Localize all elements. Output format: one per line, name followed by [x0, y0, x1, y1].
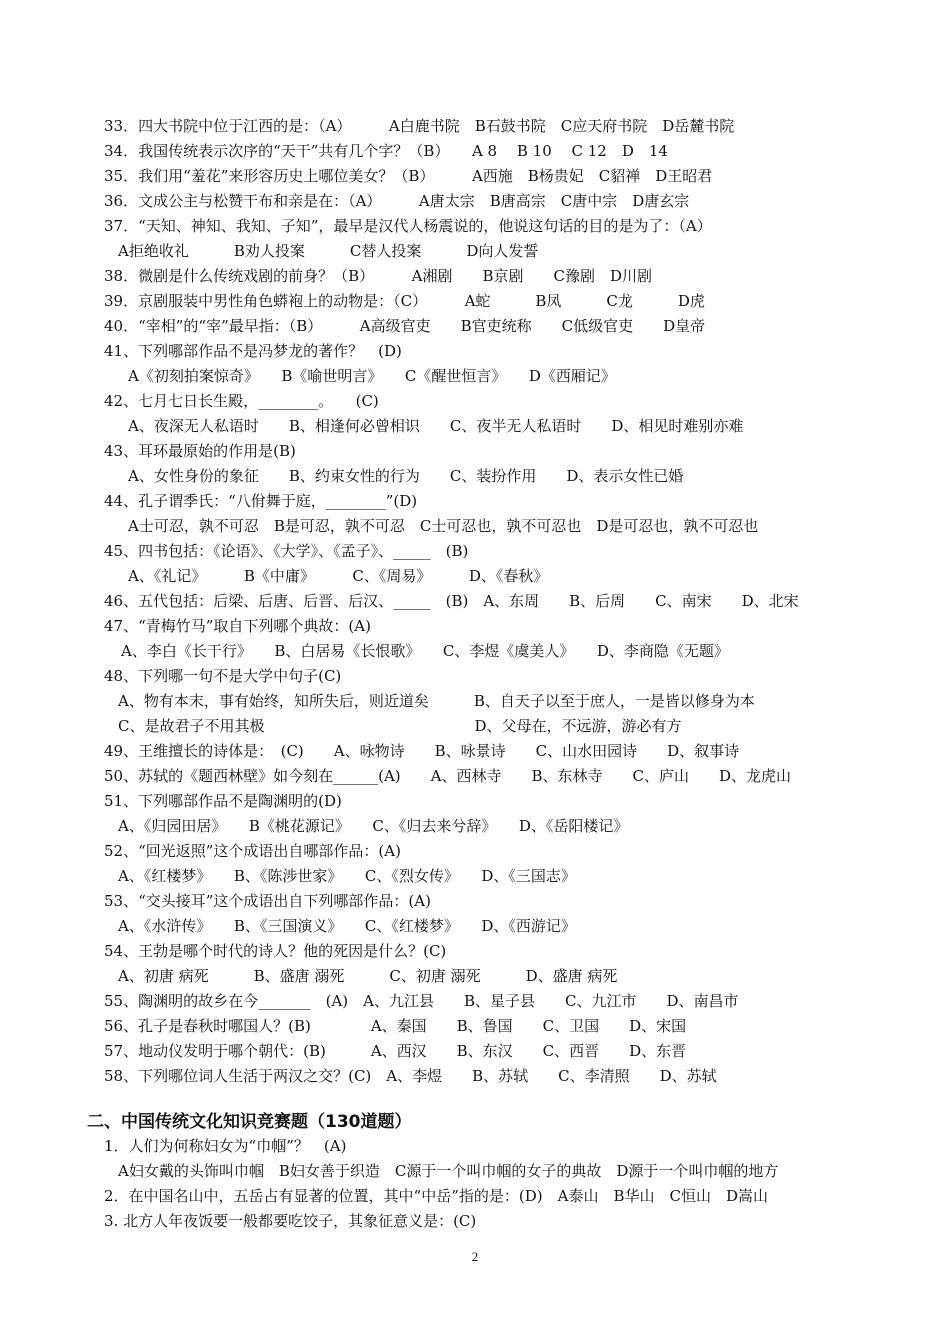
question-line: 45、四书包括：《论语》、《大学》、《孟子》、_____ (B)	[104, 542, 469, 560]
question-line: 38．微剧是什么传统戏剧的前身？（B） A湘剧 B京剧 C豫剧 D川剧	[104, 267, 652, 285]
question-line: A妇女戴的头饰叫巾帼 B妇女善于织造 C源于一个叫巾帼的女子的典故 D源于一个叫巾帼的地方	[118, 1162, 779, 1180]
question-line: 49、王维擅长的诗体是： (C) A、咏物诗 B、咏景诗 C、山水田园诗 D、叙事诗	[104, 742, 740, 760]
question-line: A、女性身份的象征 B、约束女性的行为 C、装扮作用 D、表示女性已婚	[128, 467, 684, 485]
question-line: 35．我们用“羞花”来形容历史上哪位美女？（B） A西施 B杨贵妃 C貂禅 D王昭君	[104, 167, 713, 185]
question-line: 2．在中国名山中，五岳占有显著的位置，其中“中岳”指的是：(D) A泰山 B华山 C恒山 D嵩山	[104, 1187, 768, 1205]
question-line: 55、陶渊明的故乡在今_______ (A) A、九江县 B、星子县 C、九江市 D、南昌市	[104, 992, 739, 1010]
question-line: A、李白《长干行》 B、白居易《长恨歌》 C、李煜《虞美人》 D、李商隐《无题》	[121, 642, 729, 660]
question-line: 48、下列哪一句不是大学中句子(C)	[104, 667, 342, 685]
question-line: 36．文成公主与松赞干布和亲是在：（A） A唐太宗 B唐高宗 C唐中宗 D唐玄宗	[104, 192, 690, 210]
question-line: A、物有本末，事有始终，知所失后，则近道矣 B、自天子以至于庶人，一是皆以修身为本	[118, 692, 755, 710]
question-line: A、初唐 病死 B、盛唐 溺死 C、初唐 溺死 D、盛唐 病死	[118, 967, 618, 985]
question-line: 3. 北方人年夜饭要一般都要吃饺子，其象征意义是：(C)	[104, 1212, 477, 1230]
question-line: A士可忍，孰不可忍 B是可忍，孰不可忍 C士可忍也，孰不可忍也 D是可忍也，孰不可忍也	[128, 517, 759, 535]
question-line: 43、耳环最原始的作用是(B)	[104, 442, 296, 460]
question-line: 39．京剧服装中男性角色蟒袍上的动物是：（C） A蛇 B凤 C龙 D虎	[104, 292, 705, 310]
question-line: 41、下列哪部作品不是冯梦龙的著作？ (D)	[104, 342, 402, 360]
question-line: 34．我国传统表示次序的“天干”共有几个字？（B） A 8 B 10 C 12 D 14	[104, 142, 668, 160]
question-line: 42、七月七日长生殿，________。 (C)	[104, 392, 379, 410]
question-line: 37．“天知、神知、我知、子知”，最早是汉代人杨震说的，他说这句话的目的是为了：（A）	[104, 217, 712, 235]
section-heading: 二、中国传统文化知识竞赛题（130道题）	[87, 1112, 412, 1132]
question-line: 57、地动仪发明于哪个朝代：(B) A、西汉 B、东汉 C、西晋 D、东晋	[104, 1042, 687, 1060]
question-line: A《初刻拍案惊奇》 B《喻世明言》 C《醒世恒言》 D《西厢记》	[128, 367, 616, 385]
question-line: 58、下列哪位词人生活于两汉之交？(C) A、李煜 B、苏轼 C、李清照 D、苏轼	[104, 1067, 717, 1085]
question-line: C、是故君子不用其极 D、父母在，不远游，游必有方	[118, 717, 682, 735]
question-line: 54、王勃是哪个时代的诗人？他的死因是什么？(C)	[104, 942, 447, 960]
question-line: 52、“回光返照”这个成语出自哪部作品：(A)	[104, 842, 401, 860]
question-line: A、《归园田居》 B《桃花源记》 C、《归去来兮辞》 D、《岳阳楼记》	[118, 817, 629, 835]
page-number: 2	[471, 1249, 479, 1264]
question-line: 33．四大书院中位于江西的是：（A） A白鹿书院 B石鼓书院 C应天府书院 D岳麓书院	[104, 117, 735, 135]
question-line: 56、孔子是春秋时哪国人？(B) A、秦国 B、鲁国 C、卫国 D、宋国	[104, 1017, 687, 1035]
question-line: 50、苏轼的《题西林壁》如今刻在______(A) A、西林寺 B、东林寺 C、庐山 D、龙虎山	[104, 767, 791, 785]
question-line: A、《水浒传》 B、《三国演义》 C、《红楼梦》 D、《西游记》	[118, 917, 576, 935]
question-line: A、《礼记》 B《中庸》 C、《周易》 D、《春秋》	[128, 567, 549, 585]
question-line: 51、下列哪部作品不是陶渊明的(D)	[104, 792, 342, 810]
question-line: A、《红楼梦》 B、《陈涉世家》 C、《烈女传》 D、《三国志》	[118, 867, 576, 885]
question-line: A拒绝收礼 B劝人投案 C替人投案 D向人发誓	[118, 242, 539, 260]
question-line: 47、“青梅竹马”取自下列哪个典故：(A)	[104, 617, 371, 635]
question-line: 1．人们为何称妇女为“巾帼”？ (A)	[104, 1137, 347, 1155]
question-line: 40．“宰相”的“宰”最早指：（B） A高级官吏 B官吏统称 C低级官吏 D皇帝	[104, 317, 706, 335]
question-line: 46、五代包括：后梁、后唐、后晋、后汉、_____ (B) A、东周 B、后周 C、南宋 D、北宋	[104, 592, 799, 610]
question-line: 44、孔子谓季氏：“八佾舞于庭，________”(D)	[104, 492, 418, 510]
question-line: A、夜深无人私语时 B、相逢何必曾相识 C、夜半无人私语时 D、相见时难别亦难	[128, 417, 744, 435]
question-line: 53、“交头接耳”这个成语出自下列哪部作品：(A)	[104, 892, 431, 910]
